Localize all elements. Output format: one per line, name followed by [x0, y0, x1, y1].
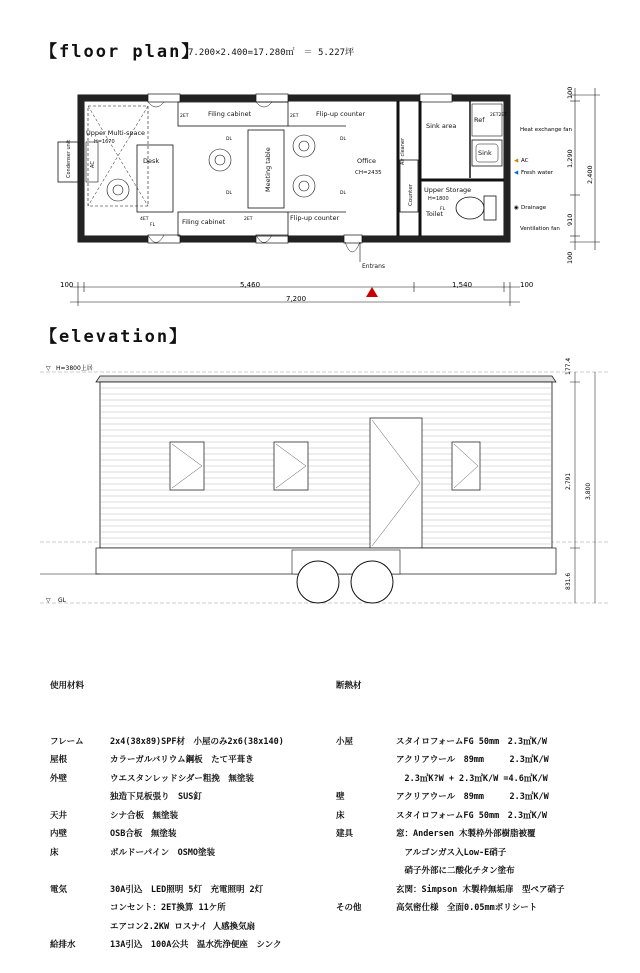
spec-materials-label: 天井 [50, 810, 68, 821]
elevation-view [40, 358, 610, 604]
floor-plan-heading: 【floor plan】 [40, 42, 201, 62]
outlet-2et-b: 2ET [290, 114, 299, 119]
spec-insulation-value: 窓：Andersen 木製枠外部樹脂被覆 [396, 829, 536, 839]
elev-dim-8316: 831.6 [565, 572, 572, 590]
svg-text:▽: ▽ [46, 365, 51, 372]
spec-insulation-value: アルゴンガス入Low-E硝子 [396, 847, 507, 858]
spec-insulation-label: 壁 [336, 792, 345, 802]
label-condenser: Condenser unit [66, 139, 72, 178]
spec-materials-label: 電気 [50, 884, 68, 895]
spec-materials-row [50, 862, 340, 881]
floor-area-text: 7.200×2.400=17.280㎡ ＝ 5.227坪 [188, 48, 355, 58]
spec-materials-label: 屋根 [50, 755, 68, 765]
spec-insulation-row [336, 788, 606, 807]
label-drainage: Drainage [521, 205, 547, 211]
label-air-cleaner: Air cleaner [400, 137, 406, 165]
spec-insulation-value: 2.3㎡K?W + 2.3㎡K/W =4.6㎡K/W [396, 773, 548, 784]
spec-materials-label: 外壁 [50, 773, 68, 784]
label-level-top: H=3800上居 [56, 365, 93, 372]
spec-insulation-value: アクリアウール 89mm 2.3㎡K/W [396, 755, 549, 765]
spec-insulation-row [336, 899, 606, 918]
label-flipup-top: Flip-up counter [316, 110, 366, 118]
label-counter: Counter [408, 184, 414, 206]
dim-right-100a: 100 [566, 86, 574, 99]
outlet-2et-a: 2ET [180, 114, 189, 119]
outlet-4et: 4ET [140, 217, 149, 222]
label-ventilation: Ventilation fan [520, 226, 560, 232]
light-dl-d: DL [340, 191, 346, 196]
spec-insulation-row [336, 733, 606, 752]
spec-insulation-value: スタイロフォームFG 50mm 2.3㎡K/W [396, 736, 547, 747]
elev-dim-3800: 3,800 [585, 482, 592, 500]
spec-insulation-row [336, 807, 606, 826]
spec-materials-row [50, 899, 340, 918]
spec-materials-label: 内壁 [50, 829, 68, 839]
elevation-heading: 【elevation】 [40, 327, 189, 347]
label-office-ch: CH=2435 [355, 170, 382, 176]
label-ac-unit: AC [90, 161, 96, 168]
label-fresh-water: Fresh water [521, 170, 554, 176]
spec-insulation-value: スタイロフォームFG 50mm 2.3㎡K/W [396, 810, 547, 821]
spec-materials-value: 30A引込 LED照明 5灯 充電照明 2灯 [110, 884, 264, 895]
label-ac-right: AC [521, 158, 529, 164]
label-upper-storage-h: H=1800 [428, 196, 449, 202]
entrance-marker [366, 287, 378, 297]
spec-materials-value: 独造下見板張り SUS釘 [110, 792, 202, 802]
spec-insulation-value: アクリアウール 89mm 2.3㎡K/W [396, 792, 549, 802]
spec-materials-row [50, 733, 340, 752]
light-dl-a: DL [226, 137, 232, 142]
label-entrance: Entrans [362, 263, 386, 270]
spec-materials-value: OSB合板 無塗装 [110, 829, 177, 839]
floor-plan [58, 94, 510, 252]
spec-materials-value: コンセント：2ET換算 11ケ所 [110, 903, 226, 913]
label-heat-exchange: Heat exchange fan [520, 127, 573, 133]
spec-materials-value: カラーガルバリウム鋼板 たて平葺き [110, 755, 254, 765]
label-office: Office [357, 157, 376, 165]
spec-materials-label: 床 [50, 847, 59, 858]
spec-materials [50, 640, 340, 973]
spec-insulation-label: 小屋 [336, 736, 354, 747]
spec-insulation-label: 床 [336, 810, 345, 821]
label-filing-cabinet-bottom: Filing cabinet [182, 218, 226, 226]
light-dl-c: DL [226, 191, 232, 196]
spec-insulation-label: 建具 [336, 829, 354, 839]
dim-bottom-7200: 7,200 [286, 295, 307, 303]
spec-materials-value: ウエスタンレッドシダー粗挽 無塗装 [110, 773, 254, 784]
spec-materials-title: 使用材料 [50, 681, 85, 691]
ac-marker-icon: ◀ [514, 158, 519, 164]
label-upper-multispace: Upper Multi-space [86, 129, 146, 137]
spec-materials-value: エアコン2.2KW ロスナイ 人感換気扇 [110, 921, 256, 932]
dim-right-100b: 100 [566, 251, 574, 264]
plan-right-dimensions [570, 88, 600, 250]
spec-materials-row [50, 936, 340, 955]
spec-insulation-row [336, 881, 606, 900]
spec-materials-row [50, 825, 340, 844]
label-sink-area: Sink area [426, 122, 457, 130]
spec-insulation-value: 硝子外部に二酸化チタン塗布 [396, 866, 515, 876]
spec-materials-row [50, 881, 340, 900]
label-level-gl: GL [58, 597, 66, 604]
dim-bottom-1540: 1,540 [452, 281, 473, 289]
label-flipup-bottom: Flip-up counter [290, 214, 340, 222]
outlet-2et-c: 2ET [244, 217, 253, 222]
spec-insulation-row [336, 844, 606, 863]
drainage-marker-icon: ◉ [514, 205, 519, 211]
light-fl-a: FL [150, 223, 156, 228]
spec-materials-row [50, 844, 340, 863]
spec-insulation-row [336, 770, 606, 789]
fresh-water-marker-icon: ◀ [514, 170, 519, 176]
spec-insulation-row [336, 825, 606, 844]
light-dl-b: DL [340, 137, 346, 142]
spec-materials-value: シナ合板 無塗装 [110, 810, 179, 821]
label-meeting-table: Meeting table [264, 147, 272, 192]
spec-materials-label: フレーム [50, 736, 84, 747]
dim-bottom-100b: 100 [520, 281, 534, 289]
dim-right-1290: 1,290 [566, 149, 574, 168]
elev-dim-1774: 177.4 [565, 357, 572, 375]
spec-materials-label: 給排水 [50, 940, 76, 950]
dim-bottom-100a: 100 [60, 281, 74, 289]
spec-insulation-value: 高気密仕様 全面0.05mmポリシート [396, 903, 538, 913]
spec-materials-row [50, 788, 340, 807]
spec-materials-row [50, 770, 340, 789]
light-fl-b: FL [440, 207, 446, 212]
spec-materials-row [50, 751, 340, 770]
spec-materials-value: 13A引込 100A公共 温水洗浄便座 シンク [110, 940, 282, 950]
label-upper-storage: Upper Storage [424, 186, 472, 194]
spec-materials-row [50, 918, 340, 937]
label-sink: Sink [478, 149, 492, 157]
spec-insulation [336, 640, 606, 936]
spec-insulation-value: 玄関：Simpson 木製枠無垢扉 型ペア硝子 [396, 884, 565, 895]
elev-dim-2791: 2,791 [565, 472, 572, 490]
label-ref: Ref [474, 116, 485, 124]
label-toilet: Toilet [426, 210, 444, 218]
spec-materials-row [50, 807, 340, 826]
label-filing-cabinet-top: Filing cabinet [208, 110, 252, 118]
dim-right-2400: 2,400 [586, 165, 594, 184]
dim-right-910: 910 [566, 213, 574, 226]
dim-bottom-5460: 5,460 [240, 281, 261, 289]
spec-materials-value: 2x4(38x89)SPF材 小屋のみ2x6(38x140) [110, 736, 284, 747]
spec-materials-value: ボルドーパイン OSMO塗装 [110, 847, 216, 858]
spec-insulation-row [336, 751, 606, 770]
spec-insulation-title: 断熱材 [336, 681, 362, 691]
label-desk: Desk [143, 157, 160, 165]
spec-insulation-label: その他 [336, 903, 362, 913]
spec-insulation-row [336, 862, 606, 881]
label-upper-multispace-h: H=1670 [94, 139, 115, 145]
outlet-2et2et: 2ET2ET [490, 113, 507, 118]
svg-text:▽: ▽ [46, 597, 51, 604]
